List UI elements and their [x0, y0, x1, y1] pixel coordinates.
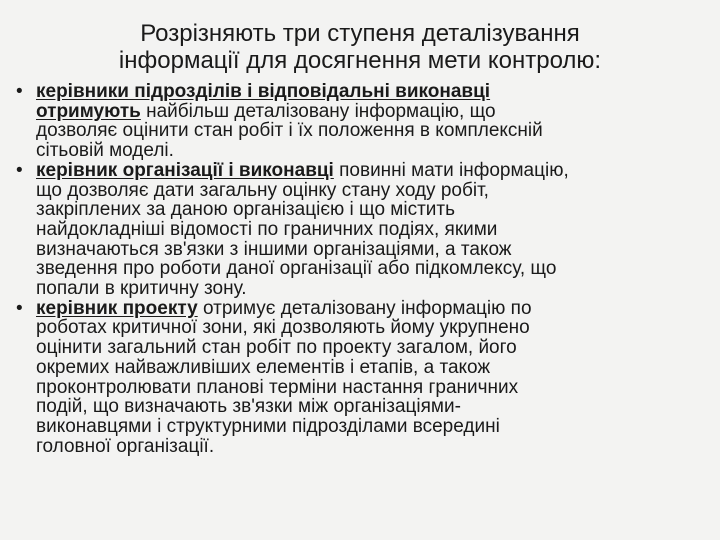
- bullet-line: проконтролювати планові терміни настання граничних: [36, 376, 519, 398]
- bullet-item-organization-head: [14, 161, 714, 299]
- bullet-line: окремих найважливіших елементів і етапів, а також: [36, 356, 491, 378]
- bullet-term: керівник організації і виконавці: [36, 159, 334, 181]
- bullet-line: [36, 102, 714, 122]
- bullet-text: найбільш деталізовану інформацію, що: [140, 100, 496, 122]
- bullet-marker: •: [16, 81, 23, 102]
- bullet-line: зведення про роботи даної організації або підкомлексу, що: [36, 258, 557, 280]
- bullet-line: головної організації.: [36, 435, 215, 457]
- bullet-line: оцінити загальний стан робіт по проекту загалом, його: [36, 337, 517, 359]
- bullet-item-department-heads: [14, 82, 714, 161]
- bullet-line: найдокладніші відомості по граничних подіях, якими: [36, 218, 498, 240]
- bullet-term: керівники підрозділів і відповідальні виконавці: [36, 81, 491, 102]
- bullet-line: виконавцями і структурними підрозділами всередині: [36, 415, 500, 437]
- bullet-line: попали в критичну зону.: [36, 278, 247, 300]
- bullet-line: визначаються зв'язки з іншими організаціями, а також: [36, 238, 512, 260]
- bullet-marker: •: [16, 297, 23, 319]
- bullet-line: роботах критичної зони, які дозволяють йому укрупнено: [36, 317, 530, 339]
- bullet-line: сітьовій моделі.: [36, 140, 174, 162]
- bullet-line: закріплених за даною організацією і що містить: [36, 199, 456, 221]
- bullet-list: [14, 82, 714, 456]
- bullet-text: повинні мати інформацію,: [333, 159, 569, 181]
- title-line-2: інформації для досягнення мети контролю:: [118, 47, 602, 74]
- title-line-1: Розрізняють три ступеня деталізування: [140, 20, 580, 47]
- bullet-line: що дозволяє дати загальну оцінку стану ходу робіт,: [36, 179, 489, 201]
- bullet-line: [36, 299, 714, 319]
- bullet-term-continuation: отримують: [36, 100, 141, 122]
- bullet-line: дозволяє оцінити стан робіт і їх положення в комплексній: [36, 120, 543, 142]
- bullet-marker: •: [16, 159, 23, 181]
- bullet-line: [36, 82, 714, 102]
- bullet-term: керівник проекту: [36, 297, 198, 319]
- bullet-item-project-head: [14, 299, 714, 457]
- slide-title: [40, 20, 680, 74]
- bullet-text: отримує деталізовану інформацію по: [197, 297, 532, 319]
- bullet-line: [36, 161, 714, 181]
- bullet-line: подій, що визначають зв'язки між організаціями-: [36, 396, 461, 418]
